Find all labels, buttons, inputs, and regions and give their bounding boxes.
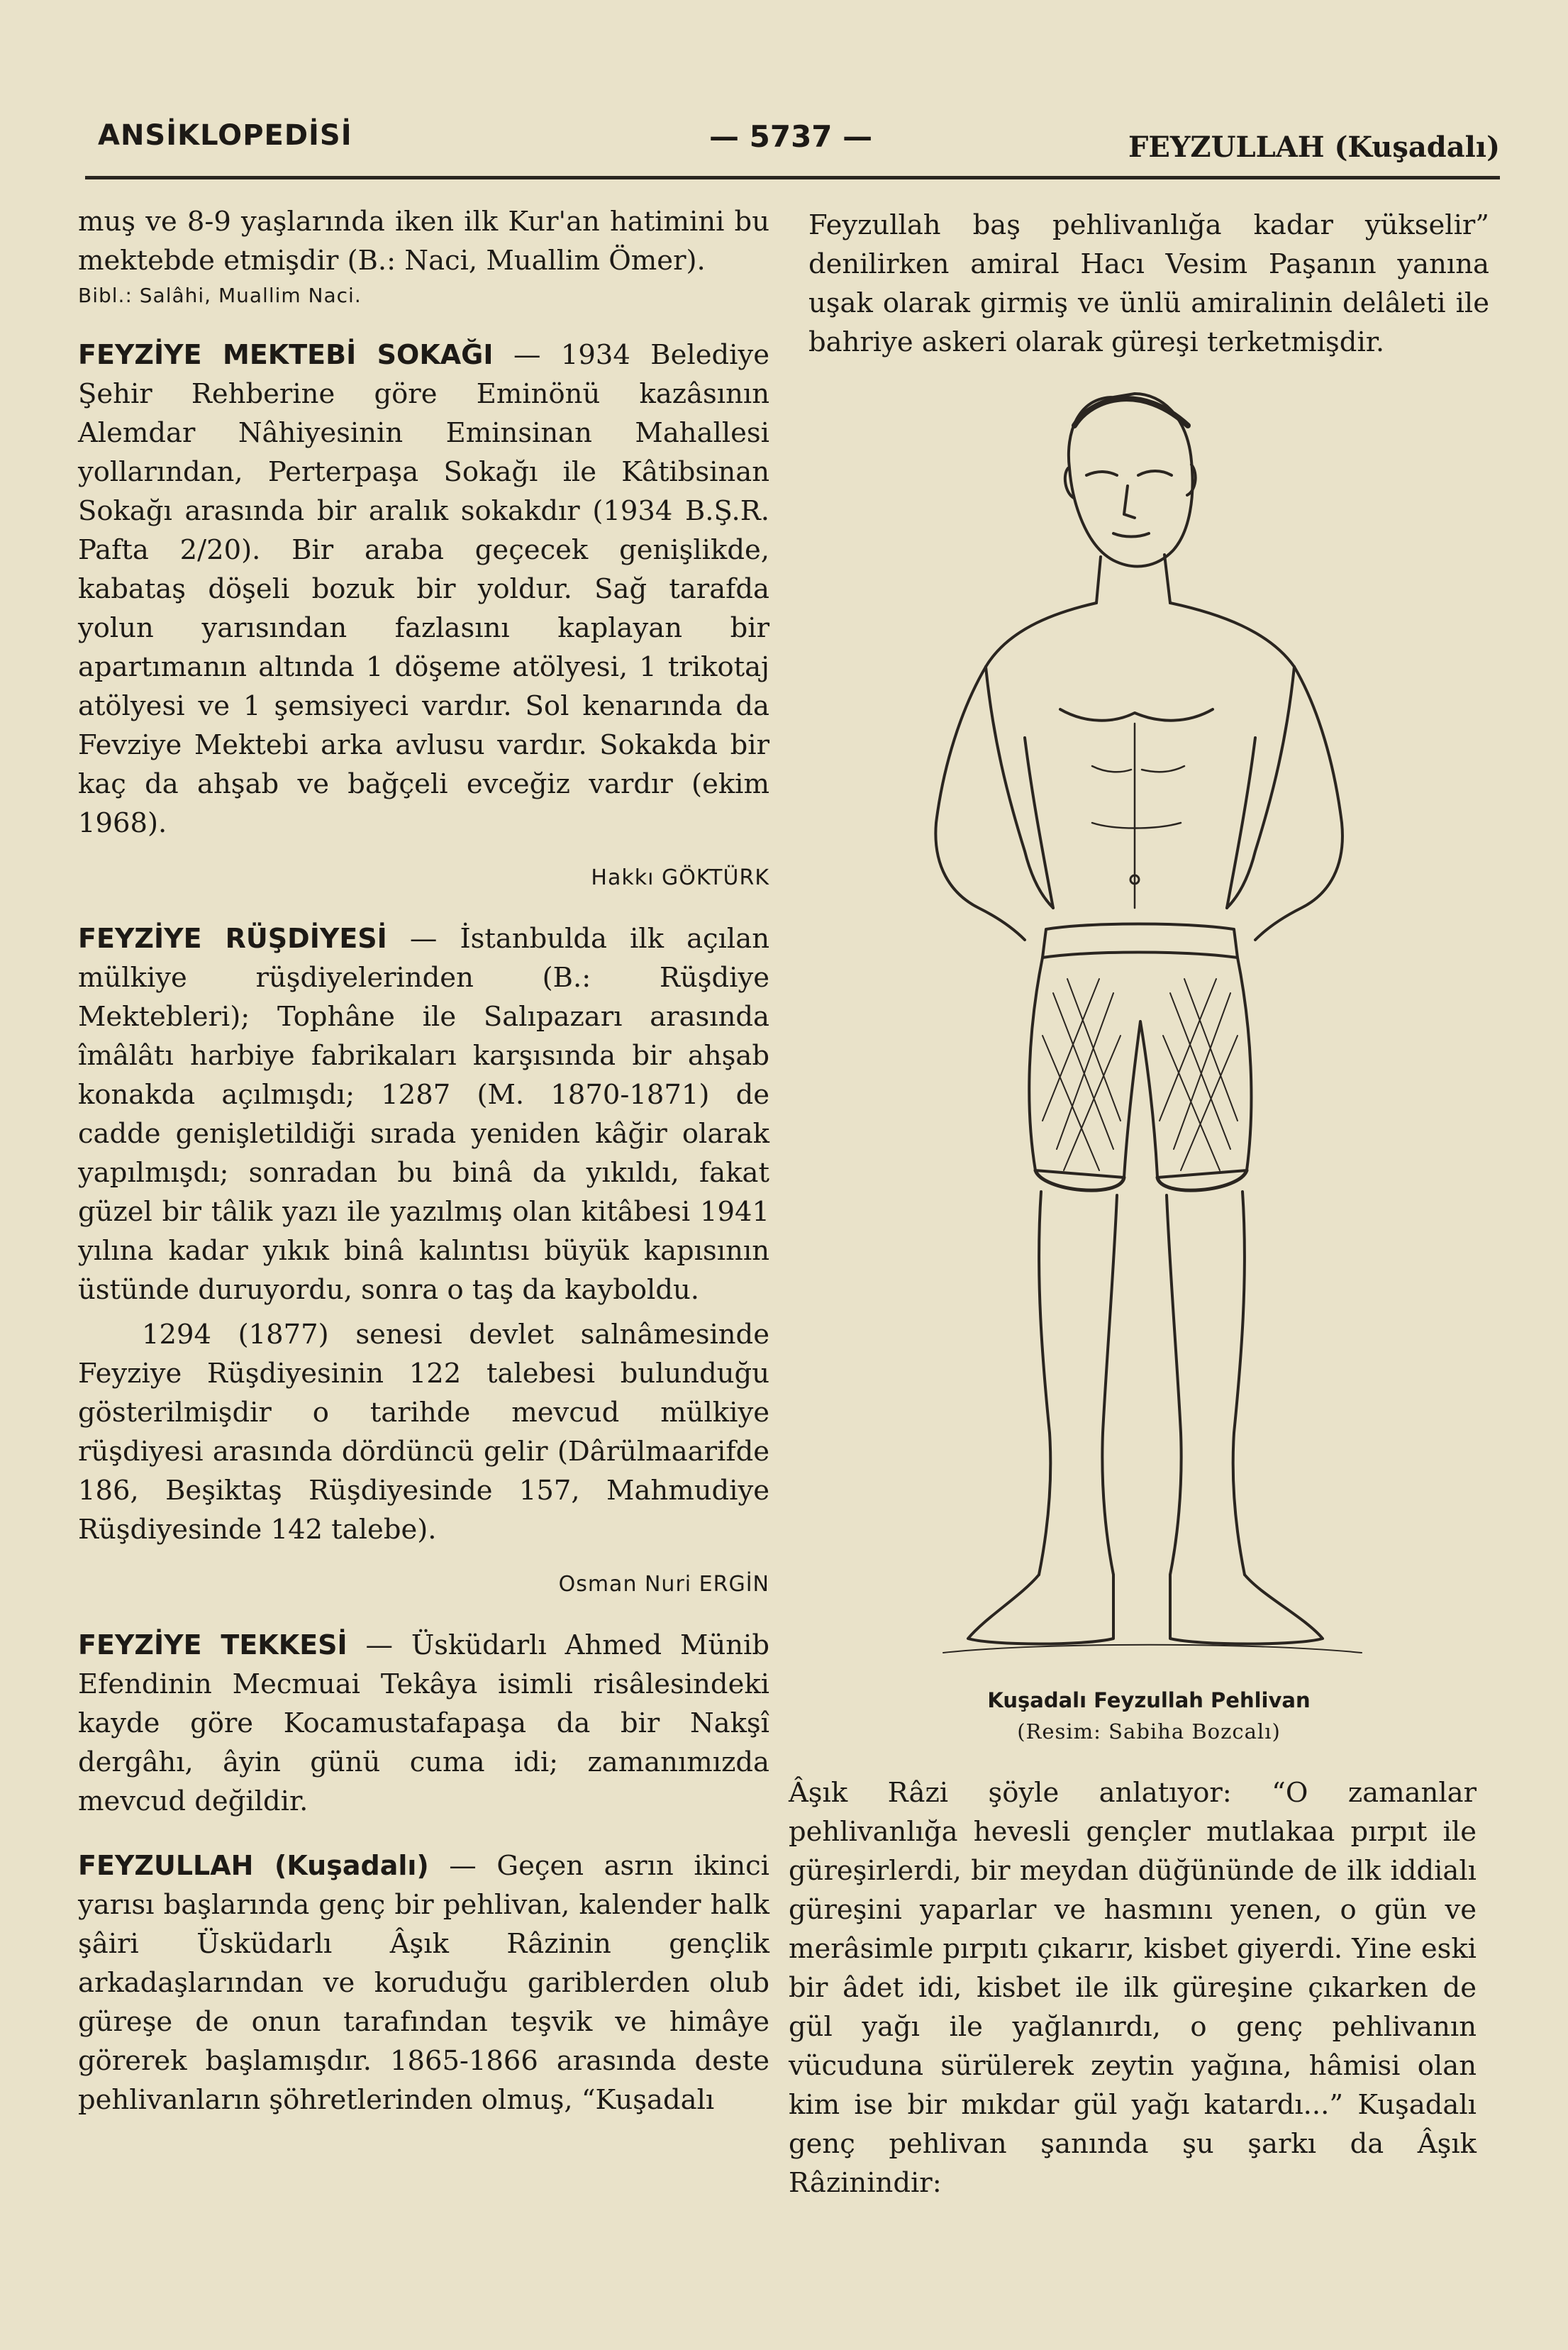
entry-body <box>78 919 769 1309</box>
entry-text: — İstanbulda ilk açılan mülkiye rüşdiyelerinden (B.: Rüşdiye Mektebleri); Tophâne ile Salıpazarı arasında îmâlâtı harbiye fabrikaları karşısında bir ahşab konakda açılmışdı; 1287 (M. 1870-1871) de cadde genişletildiği sırada yeniden kâğir olarak yapılmışdı; sonradan bu binâ da yıkıldı, fakat güzel bir tâlik yazı ile yazılmış olan kitâbesi 1941 yılına kadar yıkık binâ kalıntısı büyük kapısının üstünde duruyordu, sonra o taş da kayboldu. <box>78 923 769 1306</box>
entry-text: — Geçen asrın ikinci yarısı başlarında genç bir pehlivan, kalender halk şâiri Üsküdarlı Âşık Râzinin gençlik arkadaşlarından ve koruduğu gariblerden olub güreşe de onun tarafından teşvik ve himâye görerek başlamışdır. 1865-1866 arasında deste pehlivanların şöhretlerinden olmuş, “Kuşadalı <box>78 1850 769 2116</box>
entry-body <box>78 1626 769 1821</box>
entry-heading: FEYZİYE MEKTEBİ SOKAĞI <box>78 339 494 370</box>
header-right: FEYZULLAH (Kuşadalı) <box>1128 131 1500 164</box>
right-column-bottom <box>789 1773 1477 2202</box>
left-column <box>78 202 769 2119</box>
intro-bibliography: Bibl.: Salâhi, Muallim Naci. <box>78 284 362 307</box>
wrestler-illustration <box>901 369 1397 1681</box>
entry-body <box>78 1846 769 2119</box>
entry-heading: FEYZİYE TEKKESİ <box>78 1629 347 1661</box>
caption-title: Kuşadalı Feyzullah Pehlivan <box>987 1688 1311 1712</box>
entry-text: — 1934 Belediye Şehir Rehberine göre Eminönü kazâsının Alemdar Nâhiyesinin Eminsinan Mahallesi yollarından, Perterpaşa Sokağı ile Kâtibsinan Sokağı arasında bir aralık sokakdır (1934 B.Ş.R. Pafta 2/20). Bir araba geçecek genişlikde, kabataş döşeli bozuk bir yoldur. Sağ tarafda yolun yarısından fazlasını kaplayan bir apartımanın altında 1 döşeme atölyesi, 1 trikotaj atölyesi ve 1 şemsiyeci vardır. Sol kenarında da Fevziye Mektebi arka avlusu vardır. Sokakda bir kaç da ahşab ve bağçeli evceğiz vardır (ekim 1968). <box>78 339 769 839</box>
entry-heading: FEYZULLAH (Kuşadalı) <box>78 1850 429 1881</box>
intro-text: muş ve 8-9 yaşlarında iken ilk Kur'an hatimini bu mektebde etmişdir (B.: Naci, Muallim Ömer). <box>78 206 769 277</box>
header-left: ANSİKLOPEDİSİ <box>98 119 352 152</box>
entry-feyzullah-kusadali <box>78 1846 769 2119</box>
running-header <box>85 113 1500 170</box>
entry-feyziye-rusdiyesi <box>78 919 769 1600</box>
entry-feyziye-mektebi-sokagi <box>78 336 769 894</box>
continuation-text: Feyzullah baş pehlivanlığa kadar yükselir” denilirken amiral Hacı Vesim Paşanın yanına uşak olarak girmiş ve ünlü amiralinin delâleti ile bahriye askeri olarak güreşi terketmişdir. <box>808 209 1489 358</box>
figure-caption <box>894 1685 1404 1747</box>
header-rule <box>85 176 1500 179</box>
page-number: — 5737 — <box>709 119 873 154</box>
entry-author: Osman Nuri ERGİN <box>558 1572 769 1597</box>
entry-body <box>78 336 769 843</box>
entry-heading: FEYZİYE RÜŞDİYESİ <box>78 923 387 954</box>
entry-text-paragraph-2: 1294 (1877) senesi devlet salnâmesinde Feyziye Rüşdiyesinin 122 talebesi bulunduğu gösterilmişdir o tarihde mevcud mülkiye rüşdiyesi arasında dördüncü gelir (Dârülmaarifde 186, Beşiktaş Rüşdiyesinde 157, Mahmudiye Rüşdiyesinde 142 talebe). <box>78 1319 769 1546</box>
entry-author: Hakkı GÖKTÜRK <box>591 865 769 890</box>
quote-text: Âşık Râzi şöyle anlatıyor: “O zamanlar pehlivanlığa hevesli gençler mutlakaa pırpıt ile güreşirlerdi, bir meydan düğününde de ilk iddialı güreşini yaparlar ve hasmını yenen, o gün ve merâsimle pırpıtı çıkarır, kisbet giyerdi. Yine eski bir âdet idi, kisbet ile ilk güreşine çıkarken de gül yağı ile yağlanırdı, o genç pehlivanın vücuduna sürülerek zeytin yağına, hâmisi olan kim ise bir mıkdar gül yağı katardı...” Kuşadalı genç pehlivan şanında şu şarkı da Âşık Râzinindir: <box>789 1777 1477 2199</box>
right-column-top <box>808 206 1489 362</box>
entry-feyziye-tekkesi <box>78 1626 769 1821</box>
caption-credit: (Resim: Sabiha Bozcalı) <box>1017 1719 1281 1744</box>
entry-text: — Üsküdarlı Ahmed Münib Efendinin Mecmuai Tekâya isimli risâlesindeki kayde göre Kocamustafapaşa da bir Nakşî dergâhı, âyin günü cuma idi; zamanımızda mevcud değildir. <box>78 1629 769 1817</box>
